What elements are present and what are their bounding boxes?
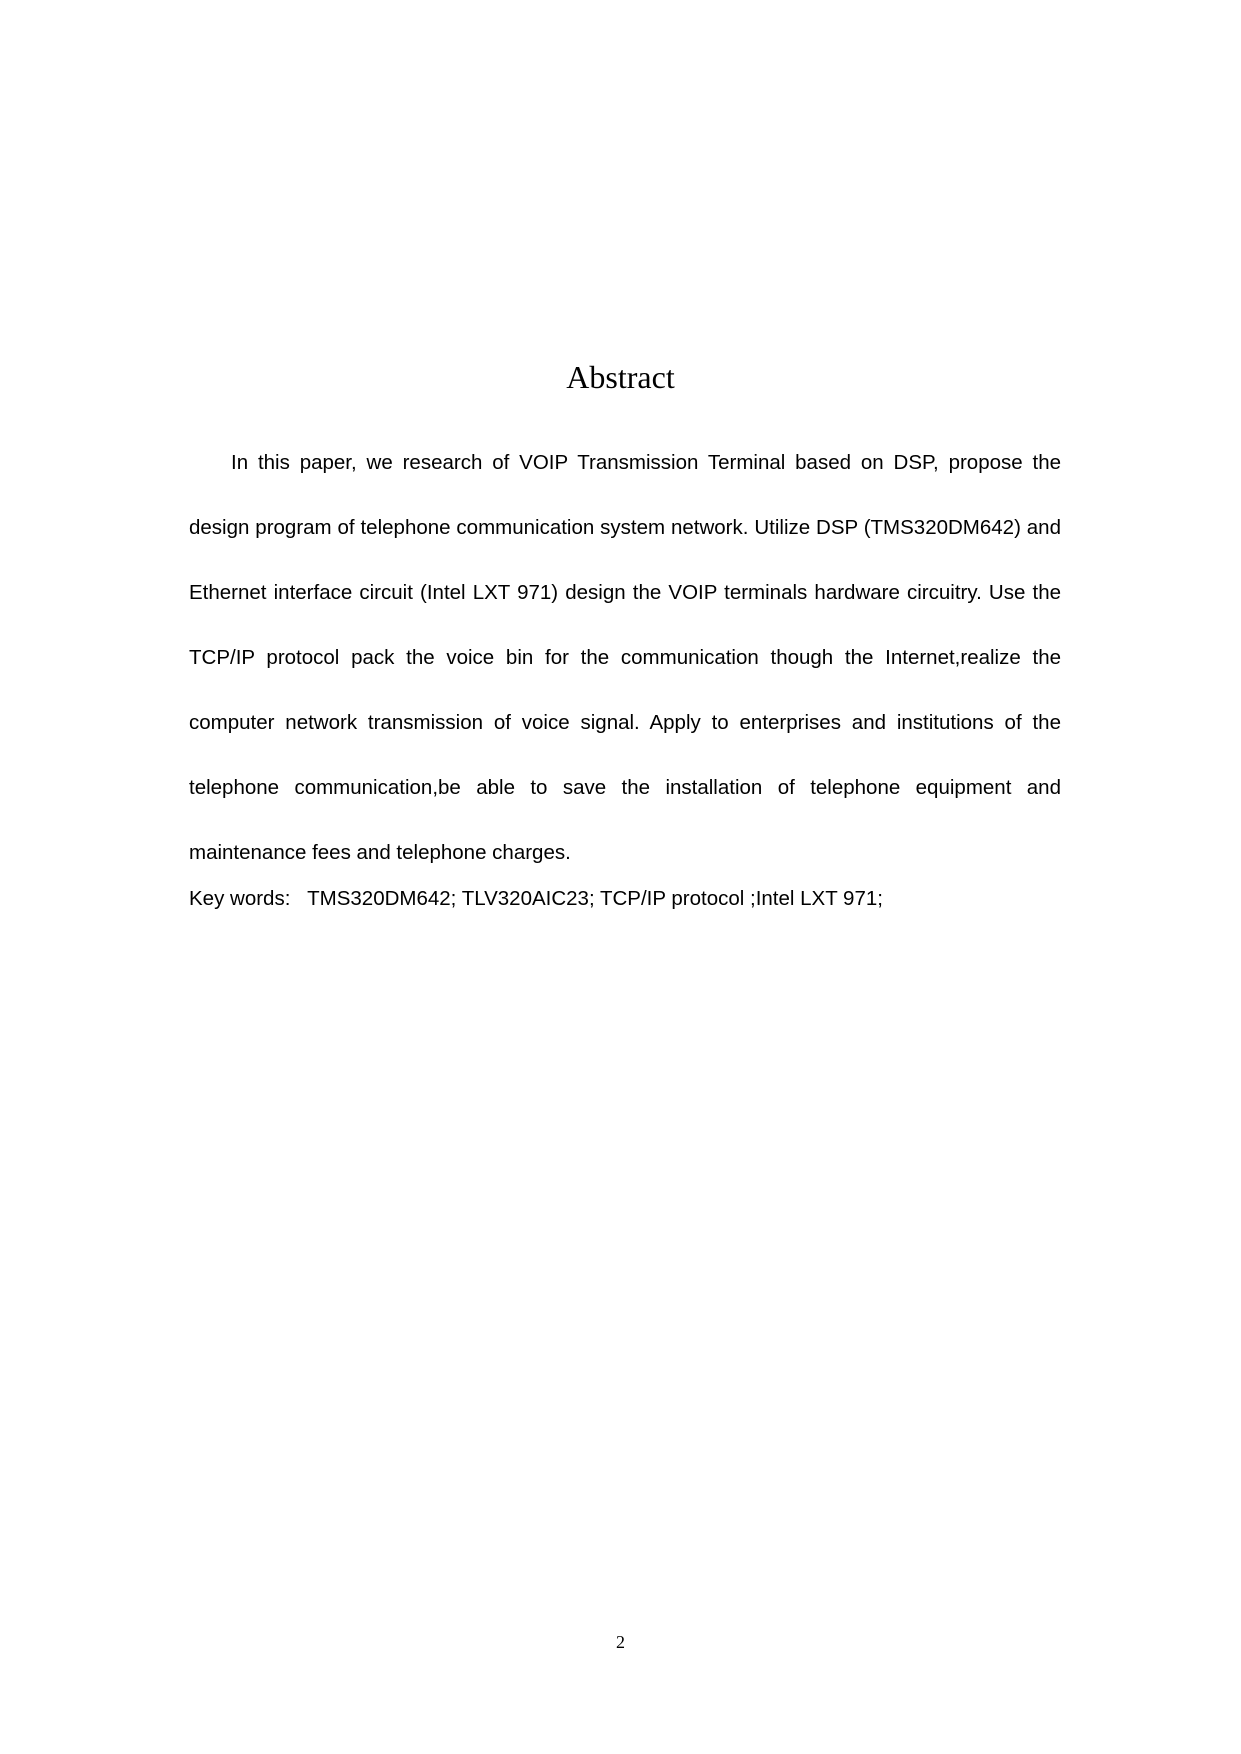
abstract-body: In this paper, we research of VOIP Transmission Terminal based on DSP, propose the design program of telephone communication system network. Utilize DSP (TMS320DM642) and Ethernet interface circuit (Intel LXT 971) design the VOIP terminals hardware circuitry. Use the TCP/IP protocol pack the voice bin for the communication though the Internet,realize the computer network transmission of voice signal. Apply to enterprises and institutions of the telephone communication,be able to save the installation of telephone equipment and maintenance fees and telephone charges. (189, 451, 1061, 864)
keywords-line (189, 884, 1061, 914)
abstract-title: Abstract (566, 359, 675, 395)
keywords-text: TMS320DM642; TLV320AIC23; TCP/IP protocol ;Intel LXT 971; (307, 887, 883, 910)
page-number: 2 (616, 1632, 625, 1652)
keywords-label: Key words: (189, 887, 291, 910)
